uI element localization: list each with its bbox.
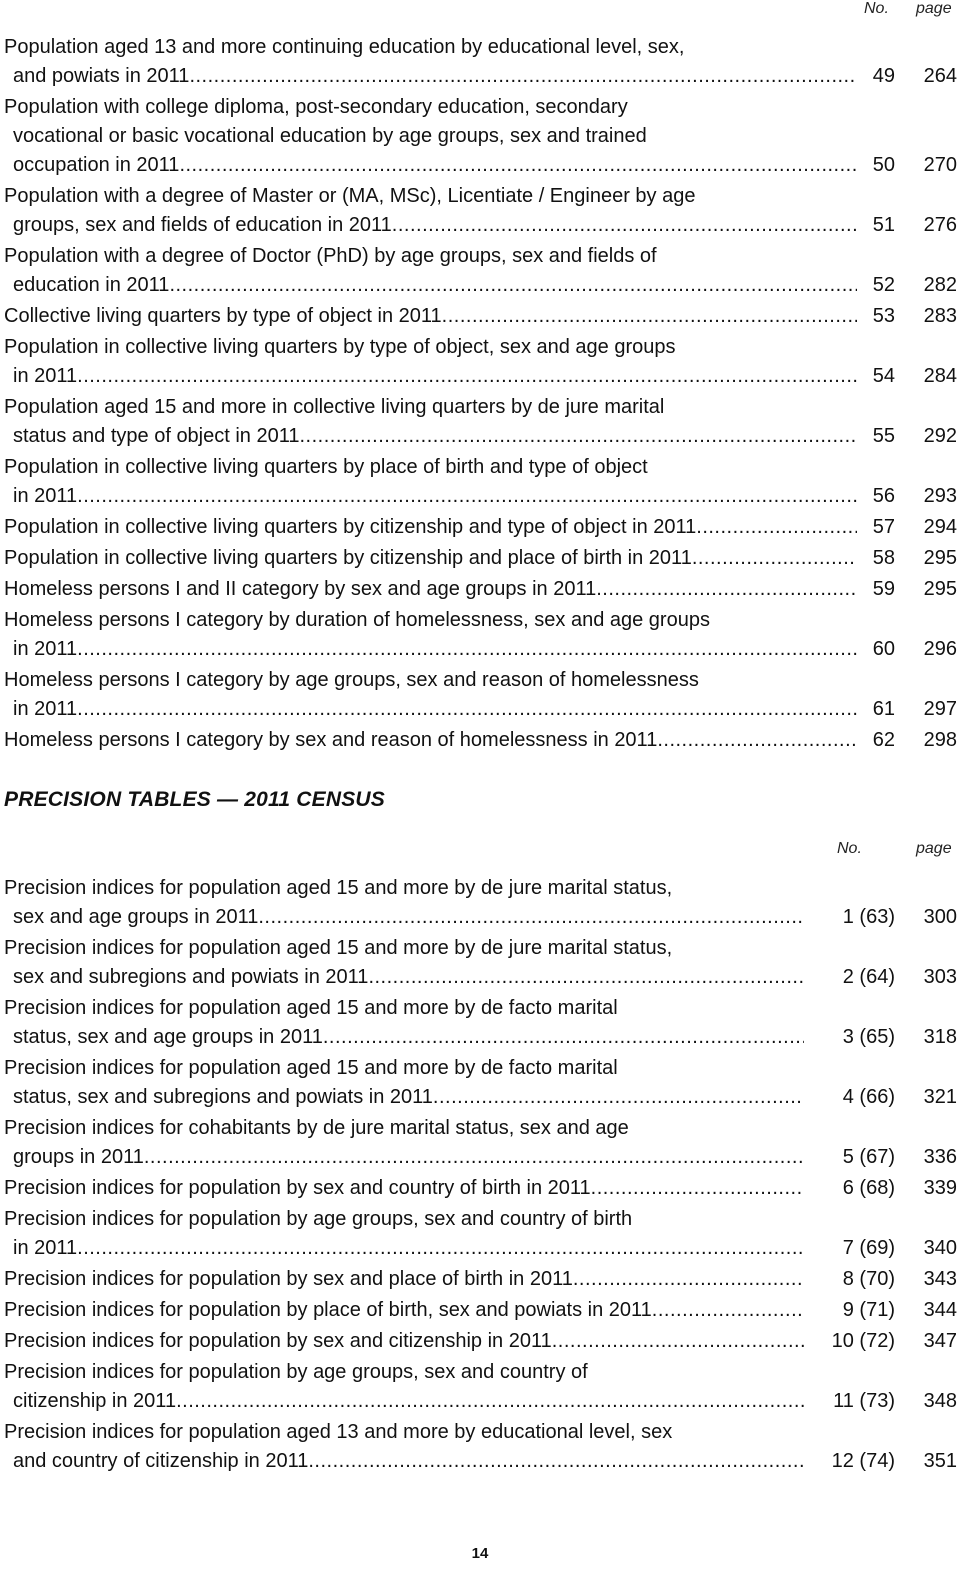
toc-entry[interactable] <box>4 1174 804 1203</box>
toc-entry-number: 7 (69) <box>842 1237 895 1259</box>
toc-entry-page[interactable]: 283 <box>923 305 957 327</box>
toc-entry-title-line: Precision indices for population aged 15 and more by de facto marital <box>4 997 618 1019</box>
toc-entry[interactable] <box>4 874 804 932</box>
toc-entry-page[interactable]: 293 <box>923 485 957 507</box>
toc-entry[interactable] <box>4 33 857 91</box>
dot-leader <box>77 362 857 391</box>
toc-entry-page[interactable]: 282 <box>923 274 957 296</box>
toc-entry[interactable] <box>4 1205 804 1263</box>
toc-entry-number: 53 <box>872 305 895 327</box>
toc-entry-page[interactable]: 321 <box>923 1086 957 1108</box>
toc-entry-title-line: and powiats in 2011 <box>13 65 190 87</box>
toc-entry-page[interactable]: 300 <box>923 906 957 928</box>
toc-entry[interactable] <box>4 1296 804 1325</box>
toc-entry-title-line: Collective living quarters by type of object in 2011 <box>4 305 442 327</box>
toc-entry-title-line: groups, sex and fields of education in 2011 <box>13 214 392 236</box>
toc-entry-title-line: Precision indices for population by sex and place of birth in 2011 <box>4 1268 573 1290</box>
toc-entry[interactable] <box>4 1418 804 1476</box>
toc-entry-page[interactable]: 295 <box>923 578 957 600</box>
toc-entry-page[interactable]: 264 <box>923 65 957 87</box>
dot-leader <box>77 482 857 511</box>
dot-leader <box>652 1296 804 1325</box>
toc-entry-title-line: Population aged 13 and more continuing education by educational level, sex, <box>4 36 685 58</box>
toc-entry-title-line: education in 2011 <box>13 274 170 296</box>
dot-leader <box>179 151 857 180</box>
toc-entry-number: 57 <box>872 516 895 538</box>
toc-entry-number: 10 (72) <box>831 1330 895 1352</box>
toc-entry-page[interactable]: 294 <box>923 516 957 538</box>
toc-entry[interactable] <box>4 1327 804 1356</box>
toc-entry-number: 56 <box>872 485 895 507</box>
toc-entry-page[interactable]: 295 <box>923 547 957 569</box>
toc-entry-number: 3 (65) <box>842 1026 895 1048</box>
toc-entry-number: 51 <box>872 214 895 236</box>
toc-entry-page[interactable]: 336 <box>923 1146 957 1168</box>
dot-leader <box>368 963 804 992</box>
toc-entry-title-line: in 2011 <box>13 638 78 660</box>
toc-entry-page[interactable]: 297 <box>923 698 957 720</box>
toc-entry-number: 62 <box>872 729 895 751</box>
toc-entry-title-line: Precision indices for population by sex and citizenship in 2011 <box>4 1330 552 1352</box>
toc-entry[interactable] <box>4 513 857 542</box>
toc-entry-title-line: Population in collective living quarters by type of object, sex and age groups <box>4 336 676 358</box>
column-header-no-2: No. <box>837 840 862 857</box>
toc-entry-page[interactable]: 284 <box>923 365 957 387</box>
toc-entry-page[interactable]: 303 <box>923 966 957 988</box>
toc-entry-page[interactable]: 344 <box>923 1299 957 1321</box>
toc-entry[interactable] <box>4 393 857 451</box>
toc-entry-page[interactable]: 348 <box>923 1390 957 1412</box>
toc-entry[interactable] <box>4 302 857 331</box>
toc-entry-page[interactable]: 340 <box>923 1237 957 1259</box>
dot-leader <box>696 513 857 542</box>
toc-entry-title-line: Precision indices for population by age groups, sex and country of <box>4 1361 588 1383</box>
dot-leader <box>189 62 857 91</box>
toc-entry-title-line: sex and age groups in 2011 <box>13 906 259 928</box>
dot-leader <box>169 271 857 300</box>
toc-entry-title-line: Population in collective living quarters by citizenship and type of object in 2011 <box>4 516 697 538</box>
toc-entry-number: 52 <box>872 274 895 296</box>
toc-entry-number: 2 (64) <box>842 966 895 988</box>
toc-entry-title-line: status and type of object in 2011 <box>13 425 300 447</box>
toc-entry-title-line: in 2011 <box>13 365 78 387</box>
toc-entry-number: 11 (73) <box>833 1390 895 1412</box>
toc-entry-page[interactable]: 347 <box>923 1330 957 1352</box>
toc-entry[interactable] <box>4 726 857 755</box>
toc-entry-number: 61 <box>872 698 895 720</box>
dot-leader <box>300 422 858 451</box>
toc-entry-title-line: occupation in 2011 <box>13 154 180 176</box>
toc-entry-title-line: Population in collective living quarters by citizenship and place of birth in 2011 <box>4 547 692 569</box>
column-header-page: page <box>916 0 952 17</box>
toc-entry-page[interactable]: 343 <box>923 1268 957 1290</box>
toc-entry[interactable] <box>4 606 857 664</box>
toc-entry-title-line: Precision indices for population aged 15 and more by de jure marital status, <box>4 937 673 959</box>
toc-entry-number: 8 (70) <box>842 1268 895 1290</box>
toc-entry[interactable] <box>4 934 804 992</box>
toc-entry-title-line: Population with a degree of Doctor (PhD) by age groups, sex and fields of <box>4 245 657 267</box>
toc-entry-number: 54 <box>872 365 895 387</box>
toc-entry-number: 58 <box>872 547 895 569</box>
toc-entry-number: 60 <box>872 638 895 660</box>
dot-leader <box>692 544 857 573</box>
toc-entry-number: 59 <box>872 578 895 600</box>
toc-entry-number: 50 <box>872 154 895 176</box>
dot-leader <box>176 1387 804 1416</box>
toc-entry-number: 12 (74) <box>831 1450 895 1472</box>
toc-entry[interactable] <box>4 93 857 180</box>
toc-entry-title-line: in 2011 <box>13 485 78 507</box>
toc-entry-title-line: sex and subregions and powiats in 2011 <box>13 966 369 988</box>
dot-leader <box>552 1327 804 1356</box>
toc-entry-title-line: status, sex and age groups in 2011 <box>13 1026 323 1048</box>
toc-entry-title-line: Precision indices for population by sex and country of birth in 2011 <box>4 1177 591 1199</box>
dot-leader <box>77 635 857 664</box>
toc-entry-page[interactable]: 276 <box>923 214 957 236</box>
toc-entry-title-line: Precision indices for population aged 15 and more by de jure marital status, <box>4 877 673 899</box>
toc-entry-title-line: in 2011 <box>13 1237 78 1259</box>
toc-entry-number: 4 (66) <box>842 1086 895 1108</box>
toc-entry-page[interactable]: 339 <box>923 1177 957 1199</box>
section-heading: PRECISION TABLES — 2011 CENSUS <box>4 788 385 811</box>
toc-entry-number: 5 (67) <box>842 1146 895 1168</box>
toc-entry-page[interactable]: 296 <box>923 638 957 660</box>
toc-entry-number: 6 (68) <box>842 1177 895 1199</box>
toc-entry-title-line: groups in 2011 <box>13 1146 144 1168</box>
column-header-no: No. <box>864 0 889 17</box>
toc-entry-title-line: Precision indices for population aged 13 and more by educational level, sex <box>4 1421 673 1443</box>
toc-entry-title-line: Homeless persons I and II category by sex and age groups in 2011 <box>4 578 597 600</box>
toc-entry[interactable] <box>4 182 857 240</box>
toc-entry-title-line: in 2011 <box>13 698 78 720</box>
toc-entry-page[interactable]: 318 <box>923 1026 957 1048</box>
toc-entry[interactable] <box>4 453 857 511</box>
toc-entry-number: 55 <box>872 425 895 447</box>
toc-entry[interactable] <box>4 575 857 604</box>
toc-entry-page[interactable]: 270 <box>923 154 957 176</box>
toc-entry-title-line: Population aged 15 and more in collective living quarters by de jure marital <box>4 396 665 418</box>
toc-entry[interactable] <box>4 994 804 1052</box>
dot-leader <box>308 1447 804 1476</box>
toc-entry-title-line: Precision indices for cohabitants by de jure marital status, sex and age <box>4 1117 629 1139</box>
toc-entry-page[interactable]: 298 <box>923 729 957 751</box>
toc-entry-title-line: status, sex and subregions and powiats in 2011 <box>13 1086 433 1108</box>
column-header-page-2: page <box>916 840 952 857</box>
toc-entry[interactable] <box>4 242 857 300</box>
toc-entry-number: 1 (63) <box>842 906 895 928</box>
toc-entry[interactable] <box>4 1054 804 1112</box>
toc-entry-title-line: Homeless persons I category by age groups, sex and reason of homelessness <box>4 669 699 691</box>
toc-entry-title-line: Homeless persons I category by duration of homelessness, sex and age groups <box>4 609 710 631</box>
dot-leader <box>657 726 857 755</box>
toc-entry-title-line: and country of citizenship in 2011 <box>13 1450 309 1472</box>
dot-leader <box>323 1023 804 1052</box>
dot-leader <box>144 1143 804 1172</box>
toc-entry-title-line: Homeless persons I category by sex and reason of homelessness in 2011 <box>4 729 658 751</box>
dot-leader <box>442 302 857 331</box>
toc-entry-title-line: citizenship in 2011 <box>13 1390 177 1412</box>
dot-leader <box>591 1174 804 1203</box>
dot-leader <box>258 903 804 932</box>
toc-entry[interactable] <box>4 666 857 724</box>
toc-entry[interactable] <box>4 1358 804 1416</box>
toc-entry-title-line: Population with a degree of Master or (MA, MSc), Licentiate / Engineer by age <box>4 185 696 207</box>
dot-leader <box>433 1083 804 1112</box>
toc-entry[interactable] <box>4 333 857 391</box>
toc-entry-page[interactable]: 292 <box>923 425 957 447</box>
dot-leader <box>77 695 857 724</box>
toc-entry-title-line: Precision indices for population by age groups, sex and country of birth <box>4 1208 633 1230</box>
toc-entry-title-line: Population with college diploma, post-secondary education, secondary <box>4 96 628 118</box>
page-number: 14 <box>471 1545 489 1562</box>
dot-leader <box>596 575 857 604</box>
toc-entry-title-line: Precision indices for population aged 15 and more by de facto marital <box>4 1057 618 1079</box>
toc-entry[interactable] <box>4 544 857 573</box>
toc-entry-page[interactable]: 351 <box>923 1450 957 1472</box>
toc-entry-title-line: Precision indices for population by place of birth, sex and powiats in 2011 <box>4 1299 652 1321</box>
toc-entry[interactable] <box>4 1265 804 1294</box>
toc-entry-number: 9 (71) <box>842 1299 895 1321</box>
toc-entry-title-line: Population in collective living quarters by place of birth and type of object <box>4 456 648 478</box>
dot-leader <box>573 1265 804 1294</box>
toc-entry-number: 49 <box>872 65 895 87</box>
dot-leader <box>77 1234 804 1263</box>
dot-leader <box>392 211 857 240</box>
toc-entry[interactable] <box>4 1114 804 1172</box>
toc-entry-title-line: vocational or basic vocational education by age groups, sex and trained <box>13 125 647 147</box>
